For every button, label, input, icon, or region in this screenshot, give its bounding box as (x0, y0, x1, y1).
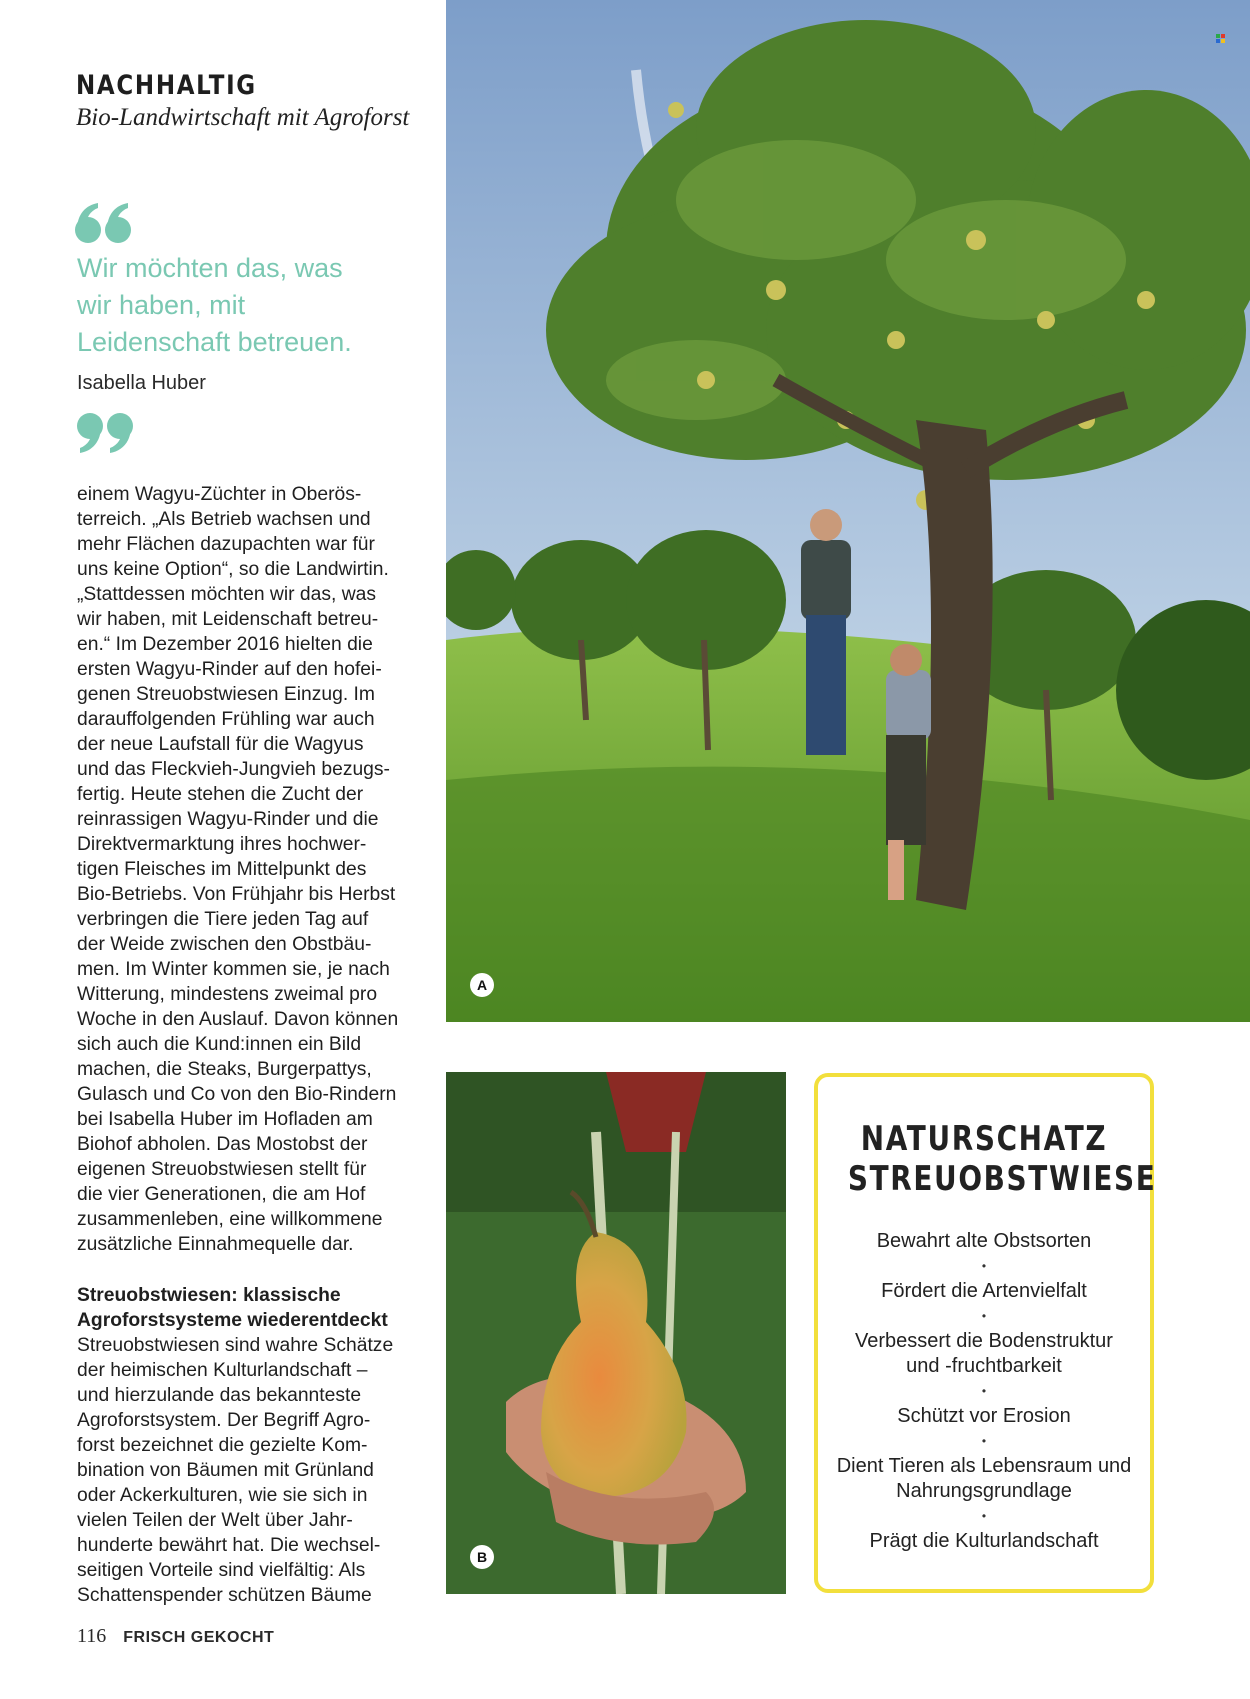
info-box-title-line1: NATURSCHATZ (860, 1119, 1108, 1159)
info-item-text: Bewahrt alte Obstsorten (876, 1230, 1092, 1252)
section-label: NACHHALTIG (76, 70, 257, 101)
info-item (836, 1529, 1132, 1554)
bullet-separator: • (981, 1384, 987, 1398)
info-box-title-line2: STREUOBSTWIESE (847, 1159, 1157, 1199)
close-quote-icon (74, 412, 134, 456)
photo-marker-a: A (470, 973, 494, 997)
photo-marker-b: B (470, 1545, 494, 1569)
info-item (836, 1229, 1132, 1279)
bullet-separator: • (981, 1309, 987, 1323)
photo-pear (446, 1072, 786, 1594)
info-item (836, 1454, 1132, 1529)
info-item-text: Schützt vor Erosion (897, 1405, 1071, 1427)
info-box-title (847, 1119, 1157, 1199)
info-item (836, 1279, 1132, 1329)
open-quote-icon (74, 200, 134, 244)
info-item-text: Dient Tieren als Lebensraum und Nahrungsgrundlage (836, 1455, 1132, 1502)
pear-in-hand-illustration (446, 1072, 786, 1594)
apple-tree-illustration (446, 0, 1250, 1022)
page-footer (77, 1625, 274, 1648)
page-number: 116 (77, 1625, 107, 1647)
info-item-text: Prägt die Kulturlandschaft (869, 1530, 1099, 1552)
body-paragraph: einem Wagyu-Züchter in Oberös- terreich. „Als Betrieb wachsen und mehr Flächen dazupachten war für uns keine Option“, so die Landwirtin. „Stattdessen möchten wir das, was wir haben, mit Leidenschaft betreu- en.“ Im Dezember 2016 hielten die ersten Wagyu-Rinder auf den hofei- genen Streuobstwiesen Einzug. Im darauffolgenden Frühling war auch der neue Laufstall für die Wagyus und das Fleckvieh-Jungvieh bezugs- fertig. Heute stehen die Zucht der reinrassigen Wagyu-Rinder und die Direktvermarktung ihres hochwer- tigen Fleisches im Mittelpunkt des Bio-Betriebs. Von Frühjahr bis Herbst verbringen die Tiere jeden Tag auf der Weide zwischen den Obstbäu- men. Im Winter kommen sie, je nach Witterung, mindestens zweimal pro Woche in den Auslauf. Davon können sich auch die Kund:innen ein Bild machen, die Steaks, Burgerpattys, Gulasch und Co von den Bio-Rindern bei Isabella Huber im Hofladen am Biohof abholen. Das Mostobst der eigenen Streuobstwiesen stellt für die vier Generationen, die am Hof zusammenleben, eine willkommene zusätzliche Einnahmequelle dar. (77, 484, 399, 1255)
body-subheading: Streuobstwiesen: klassische Agroforstsysteme wiederentdeckt (77, 1285, 388, 1331)
pull-quote: Wir möchten das, was wir haben, mit Leidenschaft betreuen. (77, 253, 352, 357)
corner-logo-icon (1216, 34, 1226, 44)
info-item (836, 1404, 1132, 1454)
section-subtitle: Bio-Landwirtschaft mit Agroforst (76, 104, 410, 131)
info-box-streuobstwiese (814, 1073, 1157, 1593)
body-paragraph: Streuobstwiesen sind wahre Schätze der heimischen Kulturlandschaft – und hierzulande das bekannteste Agroforstsystem. Der Begriff Agro- forst bezeichnet die gezielte Kom- bination von Bäumen mit Grünland oder Ackerkulturen, wie sie sich in vielen Teilen der Welt über Jahr- hunderte bewährt hat. Die wechsel- seitigen Vorteile sind vielfältig: Als Schattenspender schützen Bäume (77, 1335, 394, 1606)
bullet-separator: • (981, 1509, 987, 1523)
bullet-separator: • (981, 1434, 987, 1448)
article-body (77, 482, 417, 1608)
photo-apple-tree (446, 0, 1250, 1022)
bullet-separator: • (981, 1259, 987, 1273)
info-box-list (818, 1229, 1150, 1554)
quote-author: Isabella Huber (77, 372, 206, 394)
info-item-text: Fördert die Artenvielfalt (881, 1280, 1087, 1302)
info-item (836, 1329, 1132, 1404)
info-item-text: Verbessert die Bodenstruktur und -fruchtbarkeit (855, 1330, 1113, 1377)
magazine-name: FRISCH GEKOCHT (123, 1629, 275, 1646)
